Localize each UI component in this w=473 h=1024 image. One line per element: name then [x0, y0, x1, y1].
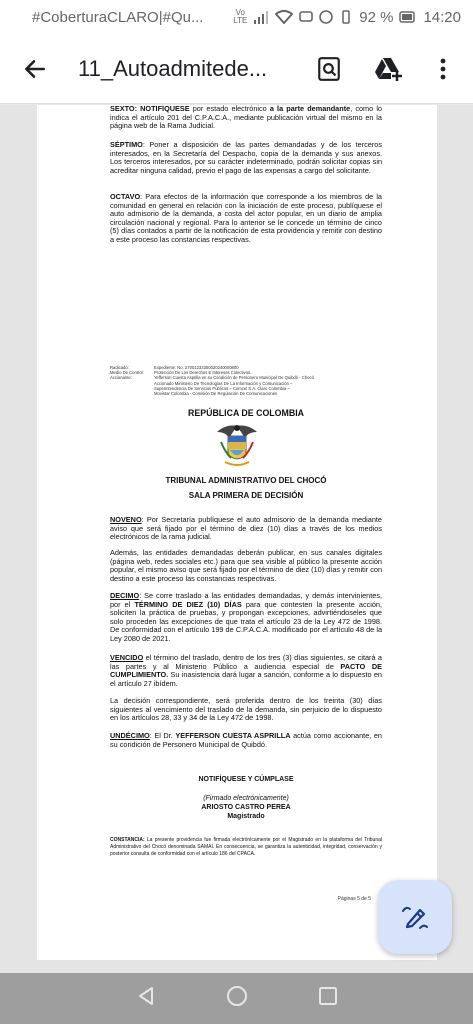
constancia-paragraph: CONSTANCIA: La presente providencia fue firmada electrónicamente por el Magistrado en la plataforma del Tribunal Administrativo del Chocó denominada SAMAI. En consecuencia, se garantiza la autenticidad, integridad, conservación y posterior consulta de conformidad con el artículo 186 del CPACA.	[110, 837, 382, 857]
circle-home-icon	[226, 985, 248, 1007]
more-vert-icon	[440, 57, 446, 81]
metadata-value: Superintendencia De Servicios Públicos – Comcel S.A. Claro Colombia –	[154, 385, 290, 391]
magistrado-name: ARIOSTO CASTRO PEREA	[201, 804, 291, 811]
arrow-left-icon	[22, 56, 48, 82]
vibrate-icon	[339, 10, 353, 24]
back-button[interactable]	[0, 34, 70, 104]
republica-heading: REPÚBLICA DE COLOMBIA	[188, 408, 304, 418]
case-metadata-row	[110, 391, 314, 396]
wifi-icon	[275, 10, 293, 24]
whatsapp-icon	[319, 10, 333, 24]
nav-back-button[interactable]	[135, 985, 157, 1012]
notifiquese-heading: NOTIFÍQUESE Y CÚMPLASE	[198, 776, 294, 783]
drive-add-icon	[374, 56, 404, 82]
metadata-label: Accionante:	[110, 375, 132, 381]
pdf-viewer[interactable]	[0, 105, 473, 973]
square-recents-icon	[318, 986, 338, 1006]
case-metadata	[110, 365, 314, 396]
battery-percent: 92 %	[359, 8, 394, 26]
paragraph-sexto: SEXTO: NOTIFÍQUESE por estado electrónico a la parte demandante, como lo indica el artículo 201 del C.P.A.C.A., mediante publicación virtual del mismo en la página web de la Rama Judicial.	[110, 105, 382, 131]
paragraph-septimo: SÉPTIMO: Poner a disposición de las partes demandadas y de los terceros interesados, en la Secretaría del Despacho, copia de la demanda y sus anexos. Los terceros interesados, por su carácter indeterminado, podrán solicitar copias sin acreditar ninguna calidad, previo el pago de las expensas a cargo del solicitante.	[110, 140, 382, 175]
battery-icon	[399, 11, 417, 23]
metadata-value: Accionado Ministerio De Tecnologías De La Información y Comunicación –	[154, 380, 293, 386]
search-in-document-button[interactable]	[305, 45, 353, 93]
pen-edit-icon	[400, 902, 430, 932]
document-title: 11_Autoadmitede...	[78, 55, 268, 81]
document-search-icon	[316, 56, 342, 82]
metadata-value: Yefferson Cuesta Asprilla en su Condición de Personero Municipal De Quibdó - Chocó	[154, 375, 314, 381]
metadata-label: Radicado:	[110, 365, 129, 370]
paragraph-noveno: NOVENO: Por Secretaría publíquese el auto admisorio de la demanda mediante aviso que será fijado por el término de diez (10) días a través de los medios electrónicos de la rama judicial.	[110, 515, 382, 542]
nav-recents-button[interactable]	[318, 986, 338, 1011]
sala-heading: SALA PRIMERA DE DECISIÓN	[188, 491, 304, 500]
status-icons	[233, 9, 461, 26]
clock: 14:20	[423, 8, 461, 26]
metadata-label: Medio De Control:	[110, 370, 144, 376]
notification-text: #CoberturaCLARO|#Qu...	[32, 8, 204, 26]
status-bar	[0, 0, 473, 34]
firmado-label: (Firmado electrónicamente)	[203, 795, 289, 802]
system-navigation-bar	[0, 973, 473, 1024]
paragraph-decision: La decisión correspondiente, será proferida dentro de los treinta (30) días siguientes al vencimiento del traslado de la demanda, sin perjuicio de lo dispuesto en los artículos 28, 33 y 34 de la Ley 472 de 1998.	[110, 696, 382, 723]
magistrado-title: Magistrado	[227, 813, 265, 820]
coat-of-arms-image	[215, 422, 259, 470]
signal-icon	[253, 10, 269, 24]
app-bar	[0, 34, 473, 104]
page-number: Páginas 5 de 5	[337, 896, 371, 902]
nav-home-button[interactable]	[226, 985, 248, 1012]
paragraph-octavo: OCTAVO: Para efectos de la información que corresponde a los miembros de la comunidad en general en relación con la iniciación de este proceso, publíquese el auto admisorio de la demanda, a costa del actor popular, en un diario de amplia circulación nacional y regional. Para lo anterior se le concede un término de cinco (5) días contados a partir de la notificación de esta providencia y remitir con destino a este proceso las constancias respectivas.	[110, 192, 382, 244]
metadata-value: Protección De Los Derechos E Intereses Colectivos.	[154, 370, 252, 376]
paragraph-undecimo: UNDÉCIMO: El Dr. YEFFERSON CUESTA ASPRILLA actúa como accionante, en su condición de Personero Municipal de Quibdó.	[110, 731, 382, 749]
paragraph-vencido: VENCIDO el término del traslado, dentro de los tres (3) días siguientes, se citará a las partes y al Ministerio Público a audiencia especial de PACTO DE CUMPLIMIENTO. Su inasistencia dará lugar a sanción, conforme a lo dispuesto en el artículo 27 ibídem.	[110, 653, 382, 688]
paragraph-decimo: DECIMO: Se corre traslado a las entidades demandadas, y demás intervinientes, por el TÉRMINO DE DIEZ (10) DÍAS para que contesten la presente acción, soliciten la práctica de pruebas, y propongan excepciones, advirtiéndoseles que solo proceden las excepciones de que trata el artículo 23 de la Ley 472 de 1998. De conformidad con el artículo 199 de C.P.A.C.A. modificado por el artículo 48 de la Ley 2080 de 2021.	[110, 591, 383, 643]
edit-annotate-button[interactable]	[378, 880, 452, 954]
metadata-value: Movistar Colombia - Comisión De Regulación De Comunicaciones	[154, 391, 278, 397]
triangle-back-icon	[135, 985, 157, 1007]
paragraph-ademas: Además, las entidades demandadas deberán publicar, en sus canales digitales (página web, redes sociales etc.) para que sea visible al público la presente acción popular, el mismo aviso que será fijado por el término de diez (10) días y remitir con destino a este proceso las constancias respectivas.	[110, 548, 382, 583]
pdf-page-5	[37, 340, 437, 960]
volte-icon: Vo LTE	[233, 8, 248, 25]
more-options-button[interactable]	[419, 45, 467, 93]
metadata-value: Expediente: No. 27001233300020240000800	[154, 365, 239, 370]
tribunal-heading: TRIBUNAL ADMINISTRATIVO DEL CHOCÓ	[165, 476, 327, 485]
add-to-drive-button[interactable]	[365, 45, 413, 93]
message-icon	[299, 10, 313, 24]
